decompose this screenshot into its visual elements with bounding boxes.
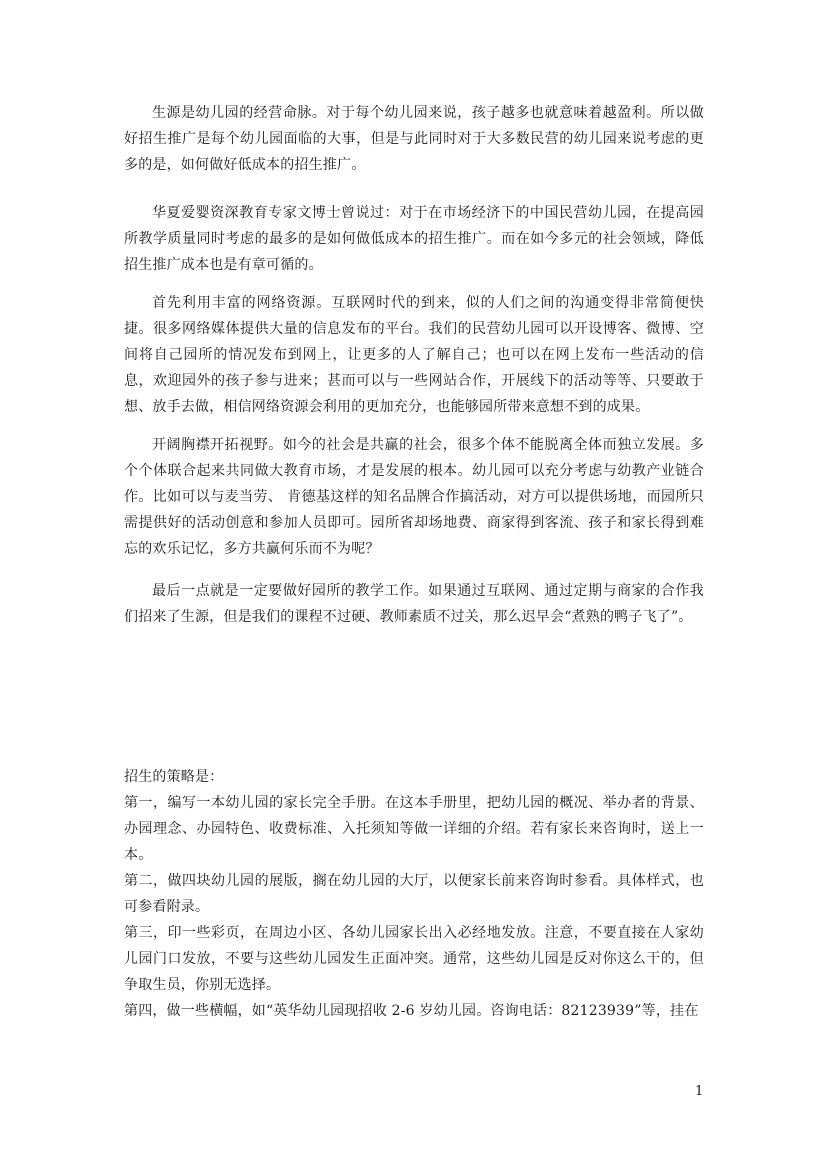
strategy-heading: 招生的策略是：	[124, 769, 224, 785]
paragraph-cooperation	[124, 432, 704, 562]
paragraph-5: 最后一点就是一定要做好园所的教学工作。如果通过互联网、通过定期与商家的合作我们招来了生源，但是我们的课程不过硬、教师素质不过关，那么迟早会“煮熟的鸭子飞了”。	[124, 583, 704, 625]
strategy-item-4: 第四，做一些横幅，如“英华幼儿园现招收 2-6 岁幼儿园。咨询电话：82123939”等，挂在	[124, 1003, 699, 1019]
paragraph-enrollment-intro	[124, 100, 704, 178]
paragraph-3: 首先利用丰富的网络资源。互联网时代的到来，似的人们之间的沟通变得非常简便快捷。很多网络媒体提供大量的信息发布的平台。我们的民营幼儿园可以开设博客、微博、空间将自己园所的情况发布到网上，让更多的人了解自己；也可以在网上发布一些活动的信息，欢迎园外的孩子参与进来；甚而可以与一些网站合作，开展线下的活动等等、只要敢于想、放手去做，相信网络资源会利用的更加充分，也能够园所带来意想不到的成果。	[124, 295, 704, 415]
paragraph-network-resources	[124, 290, 704, 420]
strategy-item-1: 第一，编写一本幼儿园的家长完全手册。在这本手册里，把幼儿园的概况、举办者的背景、办园理念、办园特色、收费标准、入托须知等做一详细的介绍。若有家长来咨询时，送上一本。	[124, 795, 704, 863]
strategy-item-2: 第二，做四块幼儿园的展版，搁在幼儿园的大厅，以便家长前来咨询时参看。具体样式，也可参看附录。	[124, 873, 704, 915]
paragraph-4: 开阔胸襟开拓视野。如今的社会是共赢的社会，很多个体不能脱离全体而独立发展。多个个体联合起来共同做大教育市场，才是发展的根本。幼儿园可以充分考虑与幼教产业链合作。比如可以与麦当劳、 肯德基这样的知名品牌合作搞活动，对方可以提供场地，而园所只需提供好的活动创意和参加人员即可。园所省却场地费、商家得到客流、孩子和家长得到难忘的欢乐记忆，多方共赢何乐而不为呢？	[124, 437, 704, 557]
strategy-section	[124, 764, 704, 1024]
strategy-item-3: 第三，印一些彩页，在周边小区、各幼儿园家长出入必经地发放。注意，不要直接在人家幼儿园门口发放，不要与这些幼儿园发生正面冲突。通常，这些幼儿园是反对你这么干的，但争取生员，你别无选择。	[124, 925, 704, 993]
page-number: 1	[695, 1084, 704, 1099]
paragraph-2: 华夏爱婴资深教育专家文博士曾说过：对于在市场经济下的中国民营幼儿园，在提高园所教学质量同时考虑的最多的是如何做低成本的招生推广。而在如今多元的社会领域，降低招生推广成本也是有章可循的。	[124, 205, 704, 273]
paragraph-expert-quote	[124, 200, 704, 278]
paragraph-teaching-quality	[124, 578, 704, 630]
paragraph-1: 生源是幼儿园的经营命脉。对于每个幼儿园来说，孩子越多也就意味着越盈利。所以做好招生推广是每个幼儿园面临的大事，但是与此同时对于大多数民营的幼儿园来说考虑的更多的是，如何做好低成本的招生推广。	[124, 105, 704, 173]
